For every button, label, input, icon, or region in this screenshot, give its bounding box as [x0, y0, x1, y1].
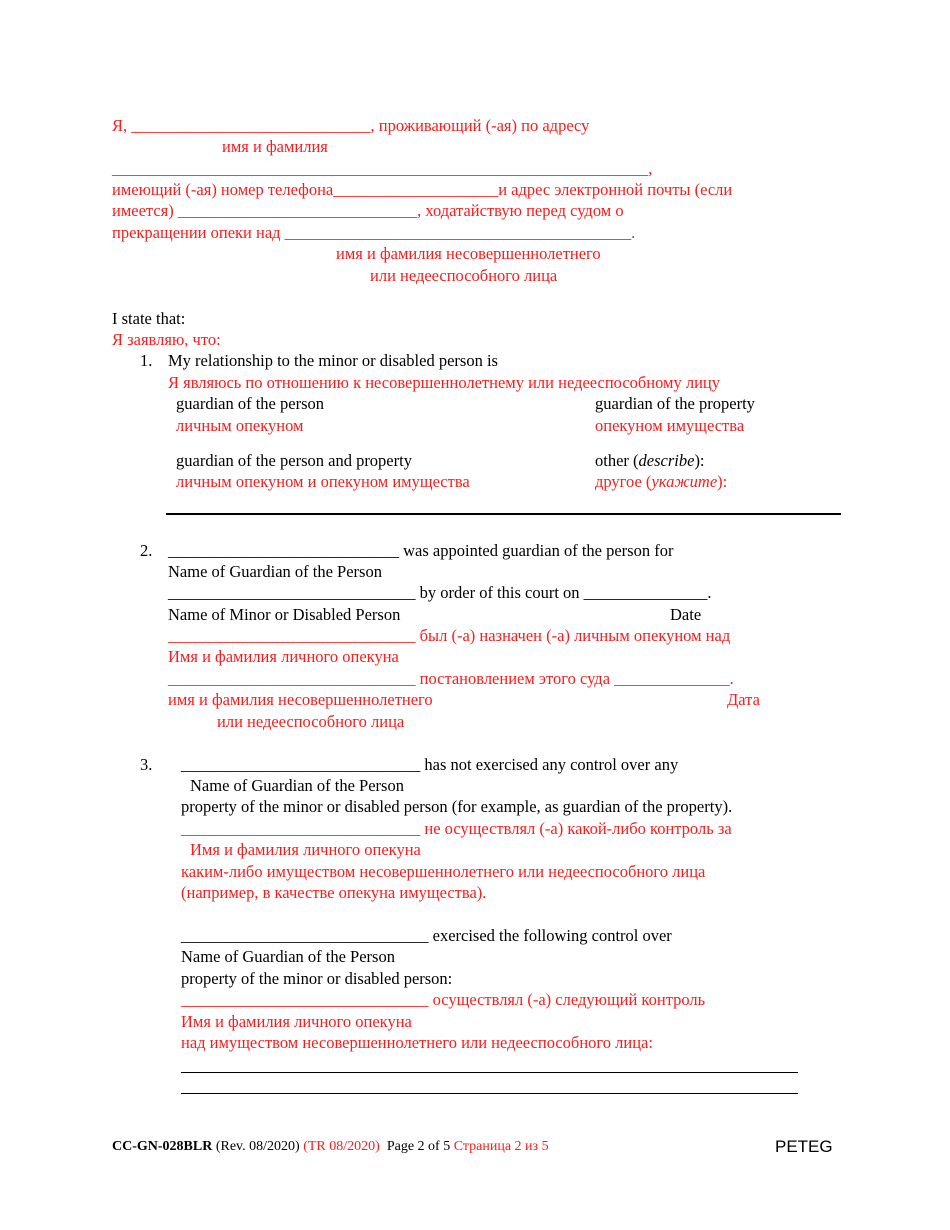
item2-en-caption-date: Date	[670, 605, 702, 624]
item3-ru-caption-1: Имя и фамилия личного опекуна	[190, 840, 421, 859]
item1-number: 1.	[140, 351, 153, 370]
item2-ru-caption-1: Имя и фамилия личного опекуна	[168, 647, 399, 666]
footer	[112, 1137, 549, 1157]
statement-en: I state that:	[112, 309, 186, 328]
item3-en-line-3: ______________________________ exercised the following control over	[181, 926, 672, 945]
item2-number: 2.	[140, 541, 153, 560]
option-guardian-both-en: guardian of the person and property	[176, 451, 412, 470]
intro-minor-caption-1: имя и фамилия несовершеннолетнего	[336, 244, 601, 263]
intro-line-2: _________________________________________________________________,	[112, 159, 653, 178]
item3-ru-line-3: (например, в качестве опекуна имущества).	[181, 883, 487, 902]
item3-ru-line-2: каким-либо имуществом несовершеннолетнего или недееспособного лица	[181, 862, 706, 881]
item3-en-line-1: _____________________________ has not exercised any control over any	[181, 755, 679, 774]
item3-ru-line-1: _____________________________ не осуществлял (-а) какой-либо контроль за	[181, 819, 732, 838]
option-guardian-person-en: guardian of the person	[176, 394, 324, 413]
footer-revision: (Rev. 08/2020)	[215, 1139, 300, 1154]
item3-en-caption-1: Name of Guardian of the Person	[190, 776, 404, 795]
intro-line-3: имеющий (-ая) номер телефона____________________и адрес электронной почты (если	[112, 180, 733, 199]
option-other-en: other (describe):	[595, 451, 705, 470]
option-other-ru: другое (укажите):	[595, 472, 728, 491]
intro-minor-caption-2: или недееспособного лица	[370, 266, 558, 285]
control-description-line-1	[181, 1072, 798, 1073]
item3-ru-caption-2: Имя и фамилия личного опекуна	[181, 1012, 412, 1031]
item2-ru-caption-2b: или недееспособного лица	[217, 712, 405, 731]
footer-page-en: Page 2 of 5	[386, 1139, 451, 1154]
item3-ru-line-5: над имуществом несовершеннолетнего или недееспособного лица:	[181, 1033, 653, 1052]
item2-en-caption-2: Name of Minor or Disabled Person	[168, 605, 401, 624]
option-guardian-property-ru: опекуном имущества	[595, 416, 745, 435]
item3-en-caption-2: Name of Guardian of the Person	[181, 947, 395, 966]
statement-ru: Я заявляю, что:	[112, 330, 221, 349]
footer-page-ru: Страница 2 из 5	[453, 1139, 549, 1154]
item2-en-line-2: ______________________________ by order of this court on _______________.	[168, 583, 712, 602]
option-guardian-property-en: guardian of the property	[595, 394, 755, 413]
item3-en-line-2: property of the minor or disabled person (for example, as guardian of the property).	[181, 797, 733, 816]
option-guardian-person-ru: личным опекуном	[176, 416, 304, 435]
other-describe-line	[166, 513, 841, 515]
footer-translation: (TR 08/2020)	[303, 1139, 380, 1154]
footer-form-code: CC-GN-028BLR	[112, 1139, 213, 1154]
footer-tag: PETEG	[775, 1137, 833, 1156]
item2-en-caption-1: Name of Guardian of the Person	[168, 562, 382, 581]
item3-ru-line-4: ______________________________ осуществлял (-а) следующий контроль	[181, 990, 706, 1009]
control-description-line-2	[181, 1093, 798, 1094]
item2-ru-caption-date: Дата	[727, 690, 760, 709]
item1-en: My relationship to the minor or disabled person is	[168, 351, 498, 370]
item3-en-line-4: property of the minor or disabled person:	[181, 969, 453, 988]
item2-en-line-1: ____________________________ was appointed guardian of the person for	[168, 541, 674, 560]
intro-line-4: имеется) _____________________________, ходатайствую перед судом о	[112, 201, 624, 220]
item2-ru-line-1: ______________________________ был (-а) назначен (-а) личным опекуном над	[168, 626, 731, 645]
intro-line-5: прекращении опеки над __________________________________________.	[112, 223, 636, 242]
item2-ru-line-2: ______________________________ постановлением этого суда ______________.	[168, 669, 734, 688]
item1-ru: Я являюсь по отношению к несовершеннолетнему или недееспособному лицу	[168, 373, 721, 392]
item2-ru-caption-2a: имя и фамилия несовершеннолетнего	[168, 690, 433, 709]
intro-name-caption: имя и фамилия	[222, 137, 328, 156]
item3-number: 3.	[140, 755, 153, 774]
intro-line-1: Я, _____________________________, проживающий (-ая) по адресу	[112, 116, 590, 135]
option-guardian-both-ru: личным опекуном и опекуном имущества	[176, 472, 470, 491]
